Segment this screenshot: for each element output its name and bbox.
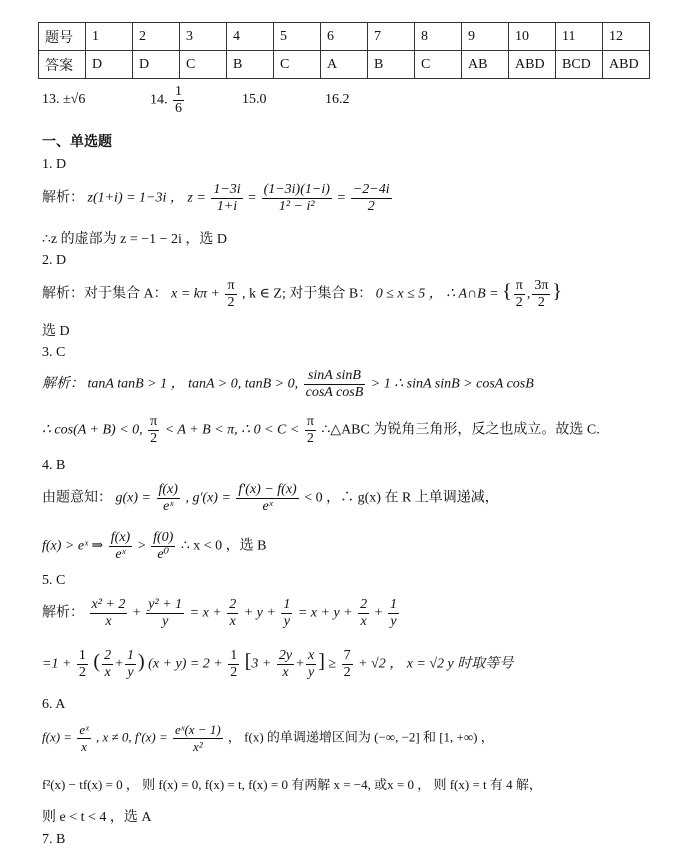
q2-eq-b: 0 ≤ x ≤ 5 ，: [375, 286, 443, 302]
numerator: 1: [230, 648, 238, 663]
q5-mid1: = x +: [189, 605, 222, 621]
denominator: 2: [343, 665, 351, 680]
denominator: 1² − i²: [278, 199, 315, 214]
numerator: 2: [360, 597, 368, 612]
q4-line1-post: < 0 ，∴ g(x) 在 R 上单调递减，: [304, 490, 499, 506]
fraction: [342, 648, 353, 681]
denominator: e⁰: [157, 547, 170, 562]
q6-line3: 则 e < t < 4 ，选 A: [42, 810, 152, 825]
table-cell: B: [368, 51, 415, 79]
q1-eq2-lhs: z =: [187, 190, 206, 206]
q3-line2-a: ∴ cos(A + B) < 0,: [42, 422, 143, 438]
table-cell: C: [274, 51, 321, 79]
q2-head: 2. D: [42, 253, 67, 268]
q6-line1: [42, 722, 494, 755]
fraction: [358, 597, 369, 630]
fill-in-14: [150, 84, 186, 117]
fill-in-15: 15.0: [242, 92, 267, 107]
q1-analysis-label: 解析：: [42, 190, 84, 206]
numerator: 1: [78, 648, 86, 663]
q1-analysis: 解析： z(1+i) = 1−3i ， z = $\frac{1-3i}{1+i}$ = $\frac{(1-3i)(1-i)}{\text{1² − i²}}$ = $\frac{-2-4i}{2}$: [42, 182, 390, 214]
numerator: f(x): [110, 530, 131, 545]
q4-head: 4. B: [42, 458, 66, 473]
fraction: [125, 648, 136, 681]
q2-analysis: 解析：对于集合 A： x = kπ + $\frac{\pi}{2}$ , k ∈ Z; 对于集合 B： 0 ≤ x ≤ 5 ， ∴ A∩B = { $\frac{\pi}{2}$ , $\frac{3\pi}{2}$ }: [42, 278, 562, 310]
fraction: [77, 648, 88, 681]
fraction: [305, 414, 316, 447]
q1-eq1: z(1+i) = 1−3i ，: [87, 190, 184, 206]
numerator: 1: [283, 597, 291, 612]
q6-l1-b: , x ≠ 0, f'(x) =: [96, 729, 168, 745]
q4-line2-a: f(x) > eˣ ⇒: [42, 538, 104, 554]
q3-line1-pre: 解析： tanA tanB > 1 ， tanA > 0, tanB > 0,: [42, 376, 299, 392]
denominator: 2: [78, 665, 86, 680]
fraction: [306, 648, 316, 681]
q2-eq-a-post: , k ∈ Z; 对于集合 B：: [242, 286, 373, 302]
fraction: [225, 278, 236, 311]
denominator: x: [104, 665, 111, 680]
numerator: (1−3i)(1−i): [263, 182, 330, 197]
numerator: π: [150, 414, 158, 429]
denominator: x²: [193, 739, 203, 754]
table-row: [39, 51, 650, 79]
numerator: 7: [343, 648, 351, 663]
q3-line2: [42, 414, 600, 447]
table-cell: AB: [462, 51, 509, 79]
q3-head: 3. C: [42, 345, 66, 360]
table-cell: A: [321, 51, 368, 79]
q3-line1-post: > 1 ∴ sinA sinB > cosA cosB: [370, 376, 534, 392]
q5-line2-e: + √2 ， x = √2 y 时取等号: [358, 656, 514, 672]
fraction: [102, 648, 113, 681]
table-cell: 11: [556, 23, 603, 51]
numerator: π: [306, 414, 314, 429]
table-cell: D: [133, 51, 180, 79]
q5-line2-c: 3 +: [251, 656, 272, 672]
denominator: 2: [537, 295, 545, 310]
denominator: 2: [515, 295, 523, 310]
numerator: 2y: [278, 648, 293, 663]
fill-in-14-prefix: 14.: [150, 92, 168, 108]
numerator: 1: [126, 648, 134, 663]
table-cell: C: [180, 51, 227, 79]
q2-conclusion: 选 D: [42, 324, 70, 339]
answer-table: [38, 22, 650, 79]
q5-line2-d: ≥: [328, 656, 337, 672]
denominator: x: [105, 614, 112, 629]
fraction: [351, 182, 392, 215]
q4-g-eq: g(x) =: [115, 490, 151, 506]
numerator: eˣ(x − 1): [175, 722, 221, 737]
q4-line1-pre: 由题意知：: [42, 490, 112, 506]
q5-line2-a: =1 +: [42, 656, 72, 672]
q5-head: 5. C: [42, 573, 66, 588]
fraction: [173, 84, 184, 117]
q1-conclusion: ∴z 的虚部为 z = −1 − 2i ，选 D: [42, 232, 228, 247]
q3-line2-c: ∴△ABC 为锐角三角形，反之也成立。故选 C.: [321, 422, 600, 438]
numerator: x² + 2: [91, 597, 126, 612]
fraction: [90, 597, 128, 630]
denominator: 2: [306, 431, 314, 446]
numerator: 1: [175, 84, 182, 99]
denominator: cosA cosB: [305, 385, 364, 400]
q2-analysis-label: 解析：对于集合 A：: [42, 286, 168, 302]
denominator: eˣ: [163, 499, 174, 514]
numerator: x: [308, 648, 315, 663]
numerator: f(0): [153, 530, 174, 545]
fraction: [388, 597, 399, 630]
q5-analysis-label: 解析：: [42, 605, 84, 621]
numerator: f'(x) − f(x): [238, 482, 297, 497]
numerator: π: [515, 278, 523, 293]
numerator: eˣ: [79, 722, 89, 737]
denominator: eˣ: [115, 547, 126, 562]
fraction: [146, 597, 184, 630]
fraction: [148, 414, 159, 447]
denominator: x: [282, 665, 289, 680]
fraction: [304, 368, 366, 401]
fraction: [281, 597, 292, 630]
table-cell: 6: [321, 23, 368, 51]
table-cell: 3: [180, 23, 227, 51]
fraction: [151, 530, 175, 563]
q2-eq-c: ∴ A∩B =: [446, 286, 499, 302]
numerator: 1: [390, 597, 398, 612]
fraction: [262, 182, 332, 215]
q5-line2-b: (x + y) = 2 +: [148, 656, 223, 672]
table-row: [39, 23, 650, 51]
fraction: [157, 482, 180, 515]
numerator: 1−3i: [213, 182, 241, 197]
fraction: [211, 182, 242, 215]
table-cell: 9: [462, 23, 509, 51]
fraction: [514, 278, 525, 311]
q2-eq-a: x = kπ +: [171, 286, 220, 302]
denominator: eˣ: [262, 499, 273, 514]
numerator: −2−4i: [352, 182, 390, 197]
fraction: [236, 482, 298, 515]
table-cell: B: [227, 51, 274, 79]
denominator: y: [283, 614, 290, 629]
q4-line2: f(x) > eˣ ⇒ $\frac{f(x)}{\text{eˣ}}$ > $\frac{f(0)}{\text{e⁰}}$ ∴ x < 0 ，选 B: [42, 530, 267, 562]
q7-head: 7. B: [42, 832, 66, 847]
denominator: 6: [175, 101, 182, 116]
fill-in-13: 13. ±√6: [42, 92, 86, 107]
numerator: 2: [104, 648, 112, 663]
denominator: 2: [367, 199, 375, 214]
table-cell: D: [86, 51, 133, 79]
denominator: 2: [230, 665, 238, 680]
table-cell: 1: [86, 23, 133, 51]
q4-line1: [42, 482, 499, 515]
q6-head: 6. A: [42, 697, 66, 712]
denominator: x: [360, 614, 367, 629]
q1-head: 1. D: [42, 157, 67, 172]
table-cell: 10: [509, 23, 556, 51]
table-cell: 2: [133, 23, 180, 51]
table-cell: ABD: [509, 51, 556, 79]
q5-line2: =1 + $\frac{1}{2}$ ( $\frac{2}{x}$ + $\frac{1}{y}$ ) (x + y) = 2 + $\frac{1}{2}$ [3 + $\frac{2y}{x}$ + $\frac{x}{y}$ ] ≥ $\frac{7}{2}$ + √2 ， x = √2 y 时取等号: [42, 648, 514, 680]
fill-in-16: 16.2: [325, 92, 350, 107]
q4-gp-eq: , g'(x) =: [185, 490, 231, 506]
table-cell: 8: [415, 23, 462, 51]
denominator: 2: [227, 295, 235, 310]
numerator: sinA sinB: [304, 368, 366, 385]
fraction: [228, 648, 239, 681]
fraction: [173, 722, 223, 755]
fraction: [532, 278, 550, 311]
numerator: f(x): [158, 482, 178, 497]
numerator: y² + 1: [148, 597, 183, 612]
denominator: y: [390, 614, 397, 629]
q6-line2: f²(x) − tf(x) = 0 ， 则 f(x) = 0, f(x) = t, f(x) = 0 有两解 x = −4, 或x = 0 ， 则 f(x) = t 有 4 解，: [42, 777, 542, 792]
q4-line2-b: ∴ x < 0 ，选 B: [180, 538, 267, 554]
row-label-answer: 答案: [39, 51, 86, 79]
table-cell: 4: [227, 23, 274, 51]
table-cell: 7: [368, 23, 415, 51]
q3-line1: [42, 368, 534, 401]
table-cell: C: [415, 51, 462, 79]
q5-line1: 解析： $\frac{\text{x² + 2}}{x}$ + $\frac{\text{y² + 1}}{y}$ = x + $\frac{2}{x}$ + y + $\frac{1}{y}$ = x + y + $\frac{2}{x}$ + $\frac{1}{y}$: [42, 597, 398, 629]
fraction: [227, 597, 238, 630]
q6-l1-a: f(x) =: [42, 729, 73, 745]
denominator: x: [229, 614, 236, 629]
q6-l1-c: ， f(x) 的单调递增区间为 (−∞, −2] 和 [1, +∞) ，: [227, 729, 494, 745]
fraction: [109, 530, 132, 563]
fraction: [277, 648, 294, 681]
table-cell: BCD: [556, 51, 603, 79]
denominator: 1+i: [216, 199, 238, 214]
denominator: y: [308, 665, 315, 680]
table-cell: 5: [274, 23, 321, 51]
section-title: 一、单选题: [42, 135, 112, 150]
fraction: [77, 722, 90, 755]
table-cell: ABD: [603, 51, 650, 79]
q3-line2-b: < A + B < π, ∴ 0 < C <: [164, 422, 300, 438]
denominator: y: [162, 614, 169, 629]
q5-mid2: + y +: [243, 605, 276, 621]
q5-mid3: = x + y +: [297, 605, 353, 621]
numerator: 3π: [534, 278, 549, 293]
denominator: x: [81, 739, 87, 754]
table-cell: 12: [603, 23, 650, 51]
numerator: 2: [229, 597, 237, 612]
row-label-number: 题号: [39, 23, 86, 51]
denominator: y: [127, 665, 134, 680]
denominator: 2: [150, 431, 158, 446]
numerator: π: [227, 278, 235, 293]
